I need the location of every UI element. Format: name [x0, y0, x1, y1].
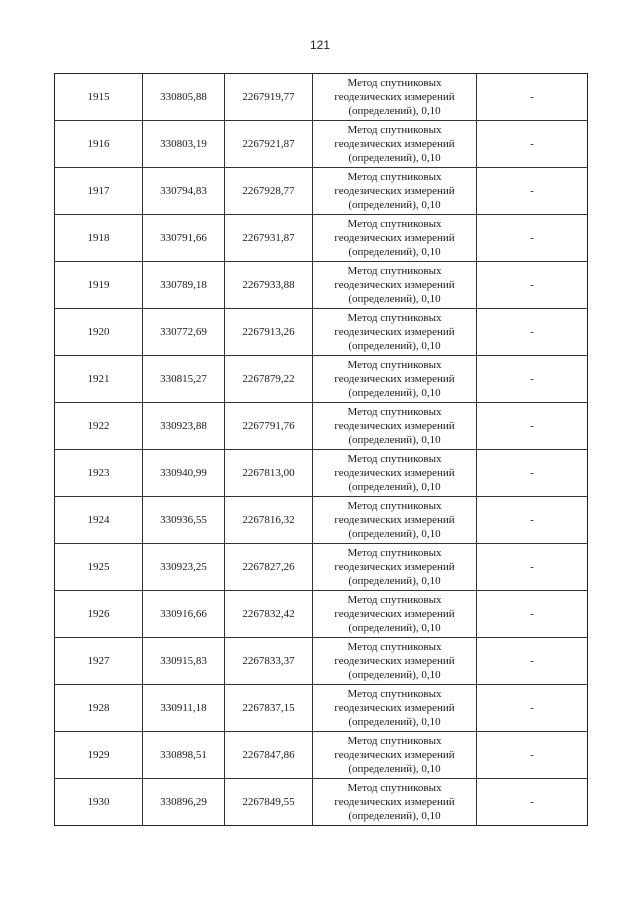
- point-number-cell: 1920: [55, 309, 143, 356]
- method-text-line: геодезических измерений: [334, 91, 455, 103]
- note-cell: -: [477, 403, 588, 450]
- table-row: [55, 591, 588, 638]
- point-number-cell: 1930: [55, 779, 143, 826]
- coordinate-x-cell: 330791,66: [143, 215, 225, 262]
- method-text-line: (определений), 0,10: [348, 716, 441, 728]
- coordinates-table: [54, 73, 588, 826]
- method-text-line: Метод спутниковых: [347, 359, 442, 371]
- method-text-line: (определений), 0,10: [348, 763, 441, 775]
- table-row: [55, 121, 588, 168]
- method-text-line: (определений), 0,10: [348, 669, 441, 681]
- page-number: 121: [309, 38, 331, 52]
- method-text-line: Метод спутниковых: [347, 265, 442, 277]
- method-text-line: геодезических измерений: [334, 702, 455, 714]
- table-row: [55, 685, 588, 732]
- table-row: [55, 356, 588, 403]
- note-cell: -: [477, 544, 588, 591]
- coordinate-x-cell: 330916,66: [143, 591, 225, 638]
- method-text-line: Метод спутниковых: [347, 406, 442, 418]
- method-text-line: Метод спутниковых: [347, 312, 442, 324]
- note-cell: -: [477, 309, 588, 356]
- table-row: [55, 638, 588, 685]
- method-cell: [313, 591, 477, 638]
- method-text-line: (определений), 0,10: [348, 340, 441, 352]
- coordinate-x-cell: 330915,83: [143, 638, 225, 685]
- method-text-line: геодезических измерений: [334, 796, 455, 808]
- coordinate-y-cell: 2267933,88: [225, 262, 313, 309]
- point-number-cell: 1926: [55, 591, 143, 638]
- method-text-line: Метод спутниковых: [347, 547, 442, 559]
- table-row: [55, 309, 588, 356]
- coordinate-x-cell: 330803,19: [143, 121, 225, 168]
- method-cell: [313, 356, 477, 403]
- method-text-line: геодезических измерений: [334, 514, 455, 526]
- method-cell: [313, 262, 477, 309]
- point-number-cell: 1918: [55, 215, 143, 262]
- method-text-line: (определений), 0,10: [348, 622, 441, 634]
- method-text-line: Метод спутниковых: [347, 218, 442, 230]
- coordinate-y-cell: 2267879,22: [225, 356, 313, 403]
- method-cell: [313, 732, 477, 779]
- coordinate-x-cell: 330794,83: [143, 168, 225, 215]
- note-cell: -: [477, 168, 588, 215]
- method-cell: [313, 309, 477, 356]
- method-cell: [313, 450, 477, 497]
- coordinate-y-cell: 2267827,26: [225, 544, 313, 591]
- coordinate-y-cell: 2267921,87: [225, 121, 313, 168]
- method-text-line: геодезических измерений: [334, 420, 455, 432]
- method-text-line: (определений), 0,10: [348, 105, 441, 117]
- note-cell: -: [477, 779, 588, 826]
- coordinate-x-cell: 330898,51: [143, 732, 225, 779]
- coordinate-y-cell: 2267832,42: [225, 591, 313, 638]
- method-text-line: геодезических измерений: [334, 138, 455, 150]
- coordinate-y-cell: 2267849,55: [225, 779, 313, 826]
- coordinate-x-cell: 330789,18: [143, 262, 225, 309]
- method-text-line: геодезических измерений: [334, 232, 455, 244]
- coordinate-y-cell: 2267833,37: [225, 638, 313, 685]
- coordinates-table-body: [55, 74, 588, 826]
- method-text-line: Метод спутниковых: [347, 688, 442, 700]
- coordinate-y-cell: 2267813,00: [225, 450, 313, 497]
- coordinate-y-cell: 2267816,32: [225, 497, 313, 544]
- method-text-line: (определений), 0,10: [348, 246, 441, 258]
- note-cell: -: [477, 215, 588, 262]
- table-row: [55, 403, 588, 450]
- table-row: [55, 450, 588, 497]
- coordinate-y-cell: 2267847,86: [225, 732, 313, 779]
- note-cell: -: [477, 497, 588, 544]
- method-text-line: (определений), 0,10: [348, 528, 441, 540]
- coordinate-x-cell: 330772,69: [143, 309, 225, 356]
- coordinate-y-cell: 2267913,26: [225, 309, 313, 356]
- note-cell: -: [477, 74, 588, 121]
- method-text-line: Метод спутниковых: [347, 500, 442, 512]
- coordinate-y-cell: 2267919,77: [225, 74, 313, 121]
- coordinate-y-cell: 2267928,77: [225, 168, 313, 215]
- point-number-cell: 1917: [55, 168, 143, 215]
- point-number-cell: 1923: [55, 450, 143, 497]
- table-row: [55, 168, 588, 215]
- point-number-cell: 1927: [55, 638, 143, 685]
- coordinate-y-cell: 2267791,76: [225, 403, 313, 450]
- method-cell: [313, 121, 477, 168]
- note-cell: -: [477, 262, 588, 309]
- method-text-line: Метод спутниковых: [347, 594, 442, 606]
- point-number-cell: 1929: [55, 732, 143, 779]
- method-cell: [313, 497, 477, 544]
- method-text-line: геодезических измерений: [334, 326, 455, 338]
- method-cell: [313, 779, 477, 826]
- point-number-cell: 1925: [55, 544, 143, 591]
- method-text-line: геодезических измерений: [334, 185, 455, 197]
- table-row: [55, 732, 588, 779]
- coordinate-x-cell: 330911,18: [143, 685, 225, 732]
- method-cell: [313, 544, 477, 591]
- method-text-line: геодезических измерений: [334, 608, 455, 620]
- method-cell: [313, 403, 477, 450]
- coordinate-x-cell: 330923,25: [143, 544, 225, 591]
- method-text-line: Метод спутниковых: [347, 641, 442, 653]
- method-text-line: (определений), 0,10: [348, 575, 441, 587]
- table-row: [55, 779, 588, 826]
- method-cell: [313, 685, 477, 732]
- coordinate-x-cell: 330815,27: [143, 356, 225, 403]
- note-cell: -: [477, 638, 588, 685]
- method-text-line: геодезических измерений: [334, 467, 455, 479]
- coordinate-x-cell: 330940,99: [143, 450, 225, 497]
- table-row: [55, 497, 588, 544]
- note-cell: -: [477, 356, 588, 403]
- method-text-line: геодезических измерений: [334, 279, 455, 291]
- table-row: [55, 262, 588, 309]
- point-number-cell: 1921: [55, 356, 143, 403]
- note-cell: -: [477, 732, 588, 779]
- method-text-line: (определений), 0,10: [348, 810, 441, 822]
- method-text-line: геодезических измерений: [334, 655, 455, 667]
- point-number-cell: 1916: [55, 121, 143, 168]
- coordinate-x-cell: 330936,55: [143, 497, 225, 544]
- method-text-line: Метод спутниковых: [347, 171, 442, 183]
- method-cell: [313, 638, 477, 685]
- method-text-line: (определений), 0,10: [348, 481, 441, 493]
- table-row: [55, 74, 588, 121]
- point-number-cell: 1915: [55, 74, 143, 121]
- method-cell: [313, 74, 477, 121]
- coordinate-x-cell: 330896,29: [143, 779, 225, 826]
- method-text-line: (определений), 0,10: [348, 293, 441, 305]
- method-text-line: Метод спутниковых: [347, 77, 442, 89]
- method-text-line: (определений), 0,10: [348, 199, 441, 211]
- method-text-line: (определений), 0,10: [348, 152, 441, 164]
- note-cell: -: [477, 685, 588, 732]
- point-number-cell: 1922: [55, 403, 143, 450]
- method-text-line: Метод спутниковых: [347, 453, 442, 465]
- method-text-line: геодезических измерений: [334, 561, 455, 573]
- table-row: [55, 215, 588, 262]
- note-cell: -: [477, 121, 588, 168]
- coordinate-x-cell: 330805,88: [143, 74, 225, 121]
- note-cell: -: [477, 450, 588, 497]
- method-text-line: Метод спутниковых: [347, 735, 442, 747]
- method-text-line: (определений), 0,10: [348, 434, 441, 446]
- note-cell: -: [477, 591, 588, 638]
- method-text-line: геодезических измерений: [334, 749, 455, 761]
- method-text-line: геодезических измерений: [334, 373, 455, 385]
- method-text-line: (определений), 0,10: [348, 387, 441, 399]
- point-number-cell: 1919: [55, 262, 143, 309]
- coordinate-x-cell: 330923,88: [143, 403, 225, 450]
- point-number-cell: 1928: [55, 685, 143, 732]
- coordinate-y-cell: 2267837,15: [225, 685, 313, 732]
- method-cell: [313, 168, 477, 215]
- table-row: [55, 544, 588, 591]
- point-number-cell: 1924: [55, 497, 143, 544]
- coordinate-y-cell: 2267931,87: [225, 215, 313, 262]
- method-text-line: Метод спутниковых: [347, 124, 442, 136]
- method-cell: [313, 215, 477, 262]
- method-text-line: Метод спутниковых: [347, 782, 442, 794]
